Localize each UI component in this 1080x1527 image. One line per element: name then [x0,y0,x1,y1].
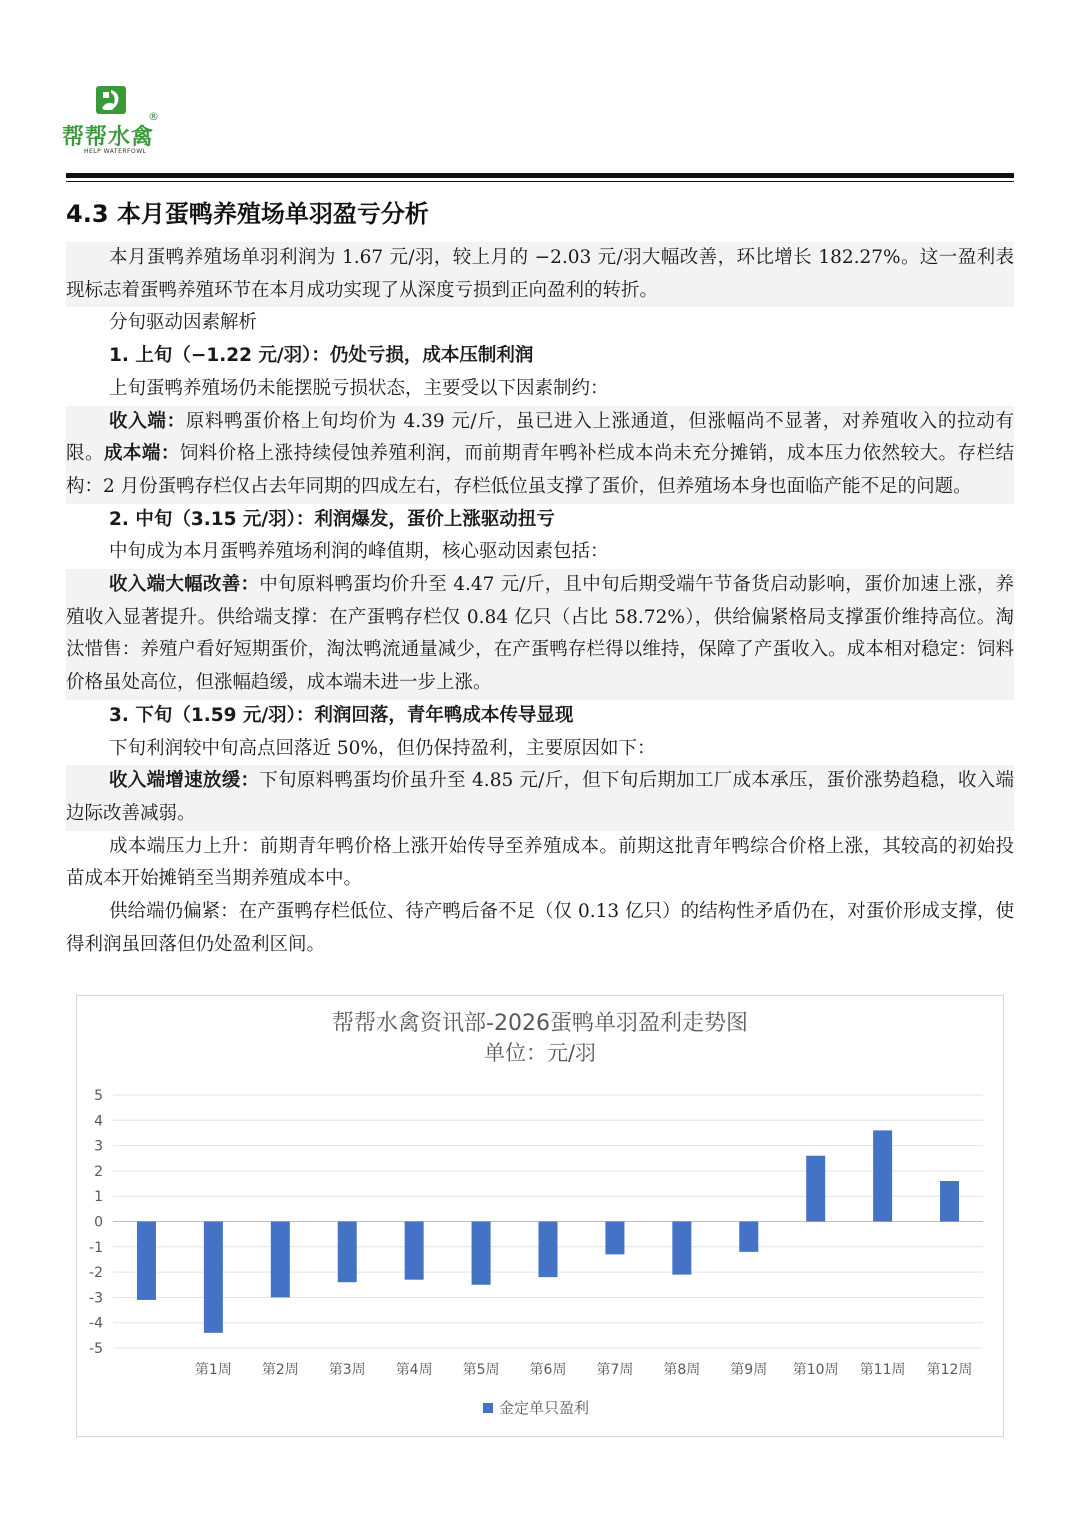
y-tick-label: 2 [94,1163,103,1180]
drivers-heading: 分旬驱动因素解析 [109,312,258,334]
header-rule-thin [66,181,1014,182]
header-rule-thick [66,173,1014,178]
late-period-lead: 下旬利润较中旬高点回落近 50%，但仍保持盈利，主要原因如下： [109,737,656,759]
late-period-supply: 供给端仍偏紧：在产蛋鸭存栏低位、待产鸭后备不足（仅 0.13 亿只）的结构性矛盾仍在，对蛋价形成支撑，使得利润虽回落但仍处盈利区间。 [66,901,1014,955]
legend-label: 金定单只盈利 [499,1399,590,1417]
y-tick-label: -5 [89,1341,103,1357]
mid-period-heading [66,504,1014,537]
x-tick-label: 第5周 [462,1362,500,1378]
x-tick-label: 第1周 [194,1362,232,1378]
bar [204,1222,223,1333]
bar [806,1156,825,1222]
chart-x-ticks [195,1362,973,1378]
y-tick-label: -1 [89,1239,103,1256]
early-period-heading [66,340,1014,373]
late-period-heading [66,700,1014,733]
bar [338,1222,357,1283]
logo-name: 帮帮水禽 [62,125,155,150]
x-tick-label: 第2周 [261,1362,299,1378]
late-period-revenue [66,765,1014,830]
early-period-lead: 上旬蛋鸭养殖场仍未能摆脱亏损状态，主要受以下因素制约： [109,377,609,399]
bar [940,1181,959,1221]
x-tick-label: 第10周 [792,1362,839,1378]
chart-title: 帮帮水禽资讯部-2026蛋鸭单羽盈利走势图 [332,1011,748,1036]
y-tick-label: -4 [89,1315,103,1332]
profit-chart [76,995,1004,1437]
chart-subtitle: 单位：元/羽 [483,1041,597,1065]
mid-revenue-label: 收入端大幅改善： [109,574,260,596]
x-tick-label: 第12周 [926,1362,973,1378]
late-revenue-label: 收入端增速放缓： [109,770,260,792]
profit-chart-svg [77,996,1003,1436]
y-tick-label: 4 [94,1113,103,1130]
chart-bars [137,1130,959,1332]
bar [605,1222,624,1255]
bar [873,1130,892,1221]
bar [539,1222,558,1278]
x-tick-label: 第6周 [529,1362,567,1378]
x-tick-label: 第8周 [663,1362,701,1378]
body-text [66,242,1014,961]
early-period-detail [66,406,1014,504]
mid-revenue-text: 中旬原料鸭蛋均价升至 4.47 元/斤，且中旬后期受端午节备货启动影响，蛋价加速上涨，养殖收入显著提升。供给端支撑：在产蛋鸭存栏仅 0.84 亿只（占比 58.72%），供给偏紧格局支撑蛋价维持高位。淘汰惜售：养殖户看好短期蛋价，淘汰鸭流通量减少，在产蛋鸭存栏得以维持，保障了产蛋收入。成本相对稳定：饲料价格虽处高位，但涨幅趋缓，成本端未进一步上涨。 [66,574,1014,694]
bar [405,1222,424,1280]
section-title: 4.3 本月蛋鸭养殖场单羽盈亏分析 [66,200,429,228]
y-tick-label: 3 [94,1138,103,1155]
company-logo [62,82,162,162]
x-tick-label: 第3周 [328,1362,366,1378]
mid-period-lead: 中旬成为本月蛋鸭养殖场利润的峰值期，核心驱动因素包括： [109,541,609,563]
late-revenue-text: 下旬原料鸭蛋均价虽升至 4.85 元/斤，但下旬后期加工厂成本承压，蛋价涨势趋稳，收入端边际改善减弱。 [66,770,1014,824]
leaf-logo-icon [94,84,128,116]
bar [472,1222,491,1285]
mid-period-heading-text: 2. 中旬（3.15 元/羽）：利润爆发，蛋价上涨驱动扭亏 [109,508,555,530]
x-tick-label: 第11周 [859,1362,906,1378]
revenue-label: 收入端： [109,410,186,432]
late-period-heading-text: 3. 下旬（1.59 元/羽）：利润回落，青年鸭成本传导显现 [109,704,574,726]
y-tick-label: -2 [89,1265,103,1282]
x-tick-label: 第7周 [596,1362,634,1378]
mid-period-detail [66,569,1014,700]
y-tick-label: 0 [94,1214,103,1231]
intro-paragraph: 本月蛋鸭养殖场单羽利润为 1.67 元/羽，较上月的 −2.03 元/羽大幅改善，环比增长 182.27%。这一盈利表现标志着蛋鸭养殖环节在本月成功实现了从深度亏损到正向盈利的转折。 [66,242,1014,307]
chart-y-ticks [89,1088,103,1357]
revenue-text: 原料鸭蛋价格上旬均价为 4.39 元/斤，虽已进入上涨通道，但涨幅尚不显著，对养殖收入的拉动有限。 [66,410,1014,465]
late-period-cost: 成本端压力上升：前期青年鸭价格上涨开始传导至养殖成本。前期这批青年鸭综合价格上涨，其较高的初始投苗成本开始摊销至当期养殖成本中。 [66,835,1014,890]
x-tick-label: 第9周 [730,1362,768,1378]
registered-mark: ® [148,110,159,123]
y-tick-label: -3 [89,1290,103,1307]
logo-subtitle: HELP WATERFOWL [84,148,147,155]
y-tick-label: 1 [94,1189,103,1206]
y-tick-label: 5 [94,1088,103,1104]
bar [271,1222,290,1298]
bar [739,1222,758,1252]
bar [137,1222,156,1300]
x-tick-label: 第4周 [395,1362,433,1378]
legend-swatch [483,1403,493,1413]
cost-label: 成本端： [103,443,180,465]
bar [672,1222,691,1275]
early-period-heading-text: 1. 上旬（−1.22 元/羽）：仍处亏损，成本压制利润 [109,345,534,367]
cost-text: 饲料价格上涨持续侵蚀养殖利润，而前期青年鸭补栏成本尚未充分摊销，成本压力依然较大。存栏结构：2 月份蛋鸭存栏仅占去年同期的四成左右，存栏低位虽支撑了蛋价，但养殖场本身也面临产能不足的问题。 [66,443,1014,497]
